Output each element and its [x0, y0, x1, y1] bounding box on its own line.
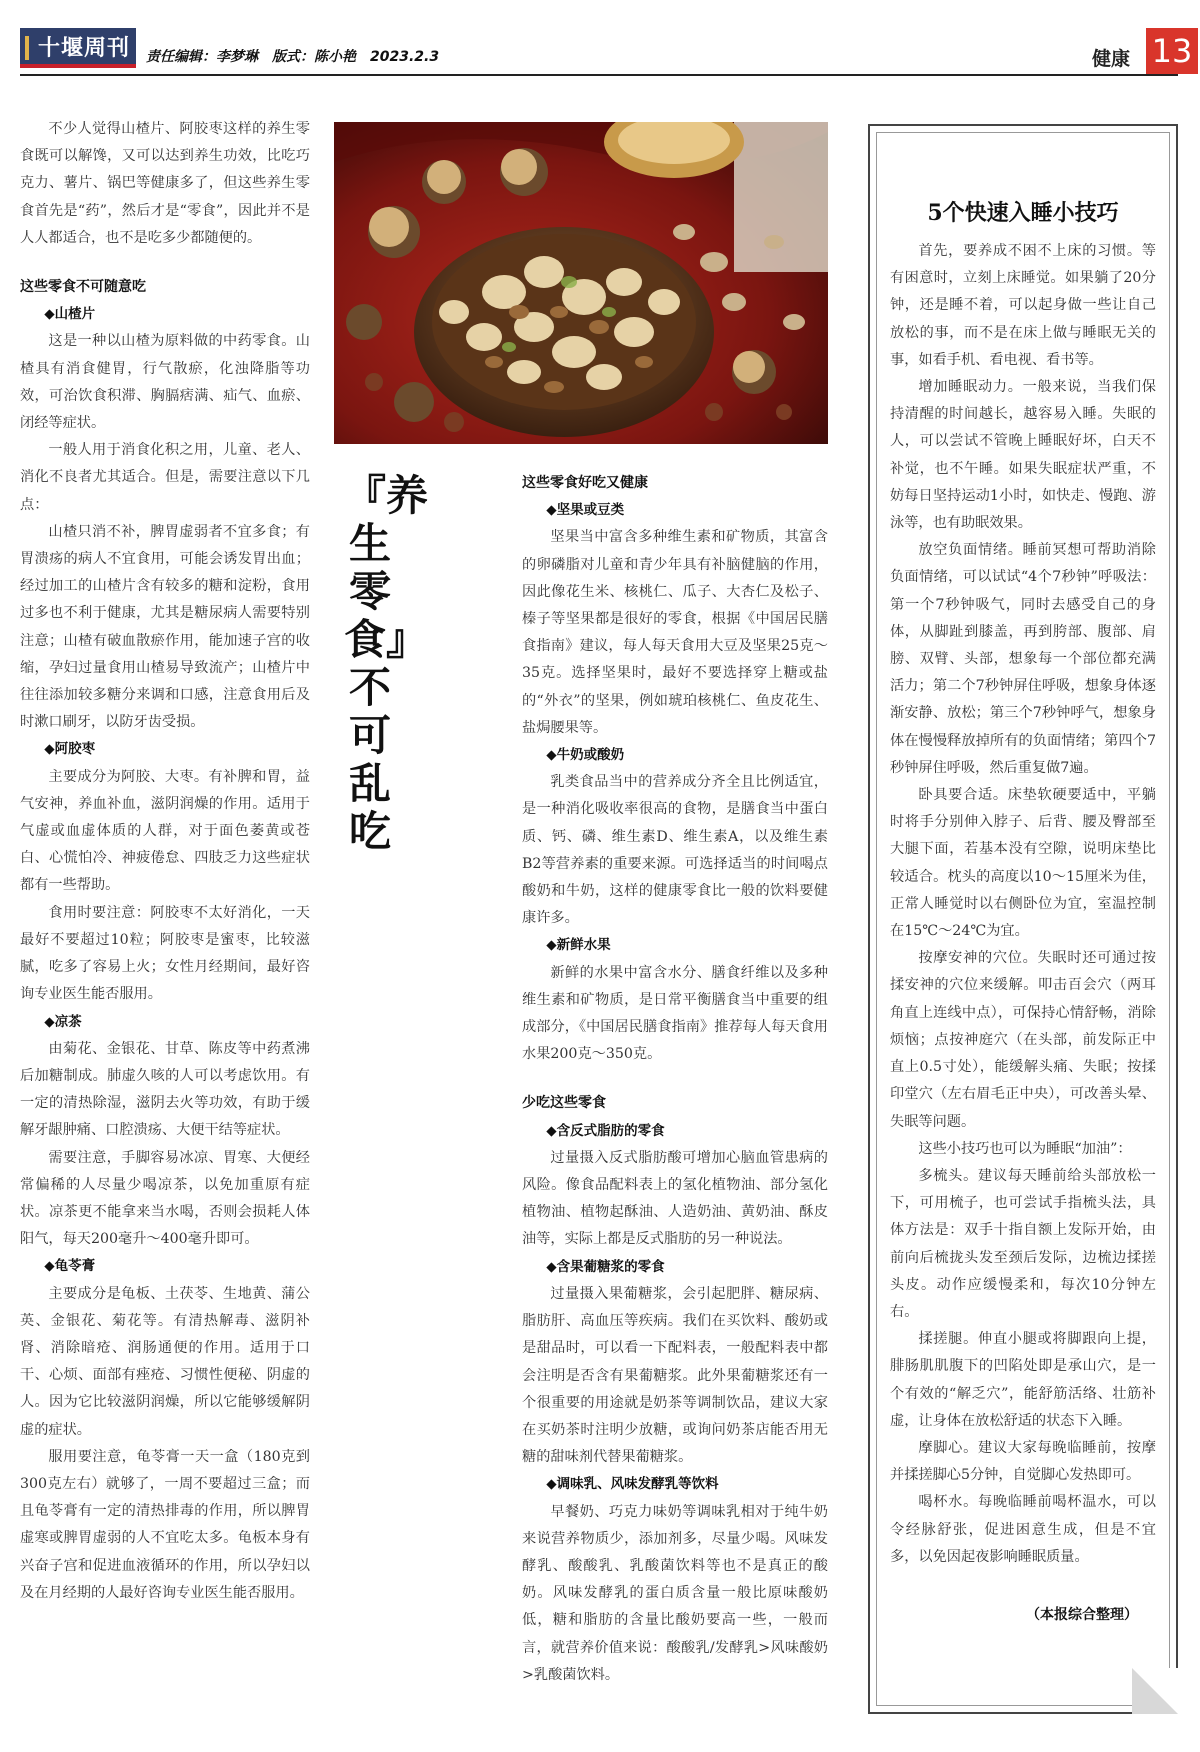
paragraph: 食用时要注意：阿胶枣不太好消化，一天最好不要超过10粒；阿胶枣是蜜枣，比较滋腻，吃多了容易上火；女性月经期间，最好咨询专业医生能否服用。 — [20, 904, 310, 1003]
paragraph: 这是一种以山楂为原料做的中药零食。山楂具有消食健胃，行气散瘀，化浊降脂等功效，可治饮食积滞、胸膈痞满、疝气、血瘀、闭经等症状。 — [20, 333, 310, 432]
sidebar-title: 5个快速入睡小技巧 — [927, 200, 1119, 226]
paragraph: 一般人用于消食化积之用，儿童、老人、消化不良者尤其适合。但是，需要注意以下几点： — [20, 442, 310, 513]
paragraph: 坚果当中富含多种维生素和矿物质，其富含的卵磷脂对儿童和青少年具有补脑健脑的作用，因此像花生米、核桃仁、瓜子、大杏仁及松子、榛子等坚果都是很好的零食，根据《中国居民膳食指南》建议，每人每天食用大豆及坚果25克～35克。选择坚果时，最好不要选择穿上糖或盐的“外衣”的坚果，例如琥珀核桃仁、鱼皮花生、盐焗腰果等。 — [522, 529, 828, 736]
paragraph: 过量摄入反式脂肪酸可增加心脑血管患病的风险。像食品配料表上的氢化植物油、部分氢化植物油、植物起酥油、人造奶油、黄奶油、酥皮油等，实际上都是反式脂肪的另一种说法。 — [522, 1149, 828, 1248]
paragraph: 早餐奶、巧克力味奶等调味乳相对于纯牛奶来说营养物质少，添加剂多，尽量少喝。风味发酵乳、酸酸乳、乳酸菌饮料等也不是真正的酸奶。风味发酵乳的蛋白质含量一般比原味酸奶低，糖和脂肪的含量比酸奶要高一些，一般而言，就营养价值来说：酸酸乳/发酵乳>风味酸奶>乳酸菌饮料。 — [522, 1503, 828, 1683]
header-rule — [20, 74, 1178, 76]
article-title: 『养生零食』不可乱吃 — [344, 471, 429, 856]
newspaper-logo — [20, 28, 136, 68]
subheading: ◆龟苓膏 — [44, 1258, 96, 1275]
section-heading: 这些零食不可随意吃 — [20, 279, 146, 296]
middle-column — [522, 470, 828, 1689]
left-column — [20, 116, 310, 1607]
page-number: 13 — [1146, 28, 1198, 74]
paragraph: 卧具要合适。床垫软硬要适中，平躺时将手分别伸入脖子、后背、腰及臀部至大腿下面，若基本没有空隙，说明床垫比较适合。枕头的高度以10～15厘米为佳，正常人睡觉时以右侧卧位为宜，室温控制在15℃～24℃为宜。 — [890, 787, 1156, 940]
paragraph: 服用要注意，龟苓膏一天一盒（180克到300克左右）就够了，一周不要超过三盒；而且龟苓膏有一定的清热排毒的作用，所以脾胃虚寒或脾胃虚弱的人不宜吃太多。龟板本身有兴奋子宫和促进血液循环的作用，所以孕妇以及在月经期的人最好咨询专业医生能否服用。 — [20, 1448, 310, 1601]
paragraph: 山楂只消不补，脾胃虚弱者不宜多食；有胃溃疡的病人不宜食用，可能会诱发胃出血；经过加工的山楂片含有较多的糖和淀粉，食用过多也不利于健康，尤其是糖尿病人需要特别注意；山楂有破血散瘀作用，能加速子宫的收缩，孕妇过量食用山楂易导致流产；山楂片中往往添加较多糖分来调和口感，注意食用后及时漱口刷牙，以防牙齿受损。 — [20, 523, 310, 731]
masthead — [20, 28, 1193, 76]
paragraph: 揉搓腿。伸直小腿或将脚跟向上提，腓肠肌肌腹下的凹陷处即是承山穴，是一个有效的“解乏穴”，能舒筋活络、壮筋补虚，让身体在放松舒适的状态下入睡。 — [890, 1331, 1156, 1429]
subheading: ◆含果葡糖浆的零食 — [546, 1258, 665, 1275]
subheading: ◆调味乳、风味发酵乳等饮料 — [546, 1476, 719, 1493]
section-heading: 这些零食好吃又健康 — [522, 475, 648, 491]
subheading: ◆山楂片 — [44, 306, 96, 323]
source-credit: （本报综合整理） — [1026, 1607, 1138, 1623]
section-heading: 少吃这些零食 — [522, 1095, 606, 1112]
subheading: ◆坚果或豆类 — [546, 502, 625, 519]
paragraph: 摩脚心。建议大家每晚临睡前，按摩并揉搓脚心5分钟，自觉脚心发热即可。 — [890, 1439, 1156, 1484]
subheading: ◆阿胶枣 — [44, 741, 96, 758]
paragraph: 主要成分是龟板、土茯苓、生地黄、蒲公英、金银花、菊花等。有清热解毒、滋阴补肾、消除暗疮、润肠通便的作用。适用于口干、心烦、面部有痤疮、习惯性便秘、阴虚的人。因为它比较滋阴润燥，所以它能够缓解阴虚的症状。 — [20, 1285, 310, 1438]
section-name: 健康 — [1092, 48, 1131, 70]
paragraph: 主要成分为阿胶、大枣。有补脾和胃，益气安神，养血补血，滋阴润燥的作用。适用于气虚或血虚体质的人群，对于面色萎黄或苍白、心慌怕冷、神疲倦怠、四肢乏力这些症状都有一些帮助。 — [20, 768, 310, 894]
paragraph: 新鲜的水果中富含水分、膳食纤维以及多种维生素和矿物质，是日常平衡膳食当中重要的组成部分，《中国居民膳食指南》推荐每人每天食用水果200克～350克。 — [522, 964, 828, 1063]
editor-info: 责任编辑：李梦琳 版式：陈小艳 2023.2.3 — [146, 49, 440, 65]
paragraph: 这些小技巧也可以为睡眠“加油”： — [918, 1140, 1132, 1157]
subheading: ◆凉茶 — [44, 1013, 82, 1030]
paragraph: 由菊花、金银花、甘草、陈皮等中药煮沸后加糖制成。肺虚久咳的人可以考虑饮用。有一定的清热除湿，滋阴去火等功效，有助于缓解牙龈肿痛、口腔溃疡、大便干结等症状。 — [20, 1040, 310, 1139]
paragraph: 首先，要养成不困不上床的习惯。等有困意时，立刻上床睡觉。如果躺了20分钟，还是睡不着，可以起身做一些让自己放松的事，而不是在床上做与睡眠无关的事，如看手机、看电视、看书等。 — [890, 243, 1156, 368]
logo-text: 十堰周刊 — [38, 35, 131, 61]
paragraph: 增加睡眠动力。一般来说，当我们保持清醒的时间越长，越容易入睡。失眠的人，可以尝试不管晚上睡眠好坏，白天不补觉，也不午睡。如果失眠症状严重，不妨每日坚持运动1小时，如快走、慢跑、游泳等，也有助眠效果。 — [890, 379, 1156, 532]
paragraph: 过量摄入果葡糖浆，会引起肥胖、糖尿病、脂肪肝、高血压等疾病。我们在买饮料、酸奶或是甜品时，可以看一下配料表，一般配料表中都会注明是否含有果葡糖浆。此外果葡糖浆还有一个很重要的用途就是奶茶等调制饮品，建议大家在买奶茶时注明少放糖，或询问奶茶店能否用无糖的甜味剂代替果葡糖浆。 — [522, 1285, 828, 1466]
paragraph: 多梳头。建议每天睡前给头部放松一下，可用梳子，也可尝试手指梳头法，具体方法是：双手十指自额上发际开始，由前向后梳拢头发至颈后发际，边梳边揉搓头皮。动作应缓慢柔和，每次10分钟左右。 — [890, 1167, 1156, 1320]
intro-paragraph: 不少人觉得山楂片、阿胶枣这样的养生零食既可以解馋，又可以达到养生功效，比吃巧克力、薯片、锅巴等健康多了，但这些养生零食首先是“药”，然后才是“零食”，因此并不是人人都适合，也不是吃多少都随便的。 — [20, 121, 310, 246]
paragraph: 需要注意，手脚容易冰凉、胃寒、大便经常偏稀的人尽量少喝凉茶，以免加重原有症状。凉茶更不能拿来当水喝，否则会损耗人体阳气，每天200毫升～400毫升即可。 — [20, 1149, 310, 1248]
sidebar-text — [890, 238, 1156, 1571]
nuts-illustration — [334, 122, 828, 444]
paragraph: 喝杯水。每晚临睡前喝杯温水，可以令经脉舒张，促进困意生成，但是不宜多，以免因起夜影响睡眠质量。 — [890, 1494, 1156, 1565]
subheading: ◆牛奶或酸奶 — [546, 747, 625, 764]
subheading: ◆含反式脂肪的零食 — [546, 1122, 665, 1139]
page-curl-corner — [1132, 1668, 1178, 1714]
paragraph: 放空负面情绪。睡前冥想可帮助消除负面情绪，可以试试“4个7秒钟”呼吸法：第一个7秒钟吸气，同时去感受自己的身体，从脚趾到膝盖，再到胯部、腹部、肩膀、双臂、头部，想象每一个部位都充满活力；第二个7秒钟屏住呼吸，想象身体逐渐安静、放松；第三个7秒钟呼气，想象身体在慢慢释放掉所有的负面情绪；第四个7秒钟屏住呼吸，然后重复做7遍。 — [890, 542, 1156, 776]
subheading: ◆新鲜水果 — [546, 937, 611, 954]
paragraph: 乳类食品当中的营养成分齐全且比例适宜，是一种消化吸收率很高的食物，是膳食当中蛋白质、钙、磷、维生素D、维生素A，以及维生素B2等营养素的重要来源。可选择适当的时间喝点酸奶和牛奶，这样的健康零食比一般的饮料要健康许多。 — [522, 774, 828, 927]
paragraph: 按摩安神的穴位。失眠时还可通过按揉安神的穴位来缓解。叩击百会穴（两耳角直上连线中点），可保持心情舒畅，消除烦恼；点按神庭穴（在头部，前发际正中直上0.5寸处），能缓解头痛、失眠；按揉印堂穴（左右眉毛正中央），可改善头晕、失眠等问题。 — [890, 950, 1156, 1130]
nuts-photo — [334, 122, 828, 444]
